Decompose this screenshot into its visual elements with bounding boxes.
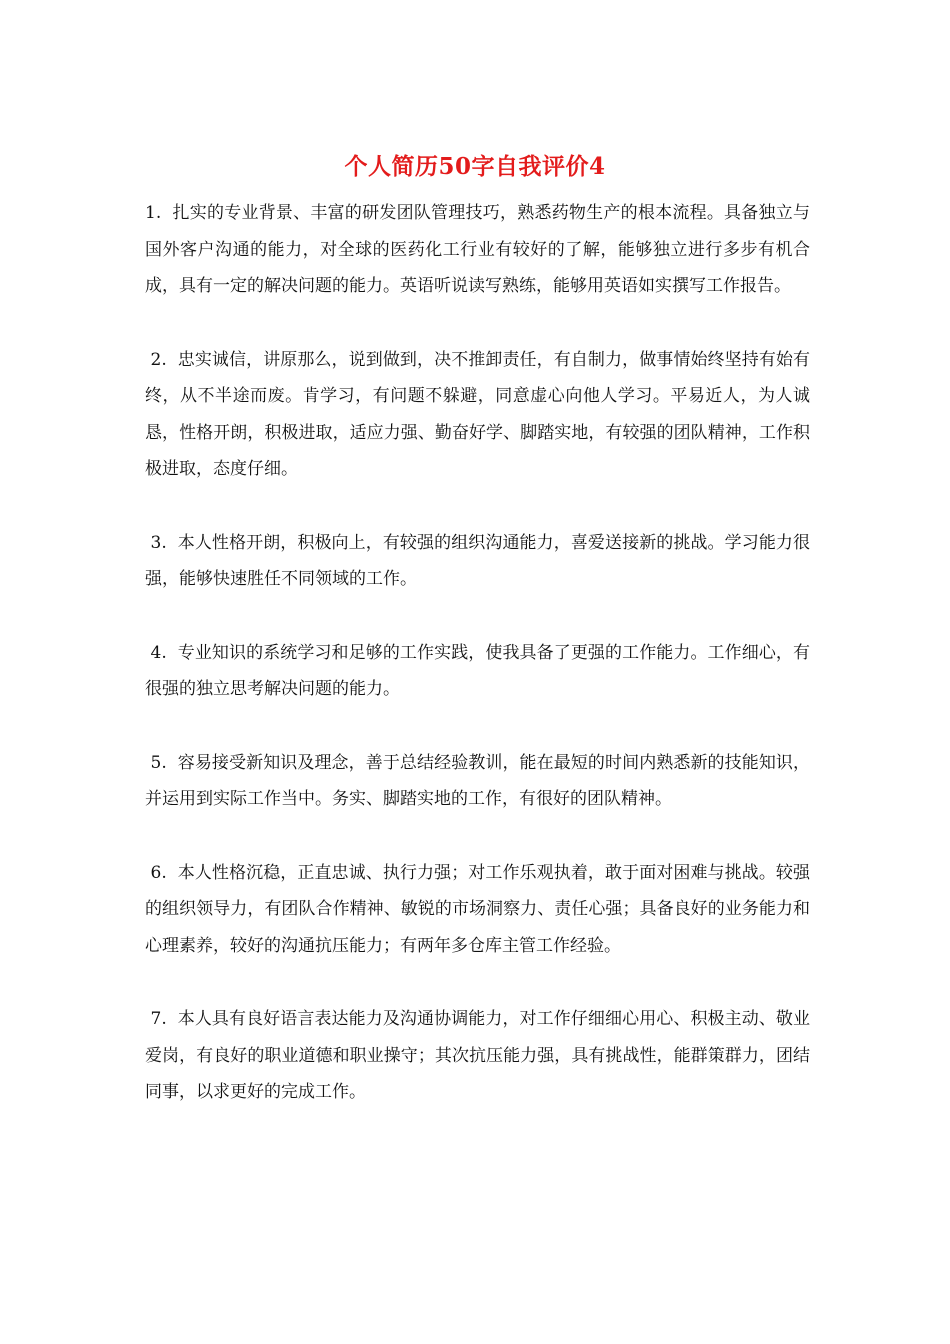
paragraph-text: 本人具有良好语言表达能力及沟通协调能力，对工作仔细细心用心、积极主动、敬业爱岗，有良好的职业道德和职业操守；其次抗压能力强，具有挑战性，能群策群力，团结同事，以求更好的完成工作。 — [145, 1009, 811, 1102]
paragraph-number: 3. — [150, 532, 167, 553]
paragraph-7 — [145, 1001, 810, 1111]
paragraph-6 — [145, 855, 810, 965]
paragraph-number: 7. — [150, 1009, 167, 1029]
paragraph-number: 1. — [145, 203, 162, 223]
paragraph-4 — [145, 635, 810, 708]
paragraph-text: 容易接受新知识及理念，善于总结经验教训，能在最短的时间内熟悉新的技能知识，并运用到实际工作当中。务实、脚踏实地的工作，有很好的团队精神。 — [145, 752, 811, 809]
paragraph-number: 4. — [150, 642, 167, 663]
paragraph-text: 本人性格沉稳，正直忠诚、执行力强；对工作乐观执着，敢于面对困难与挑战。较强的组织领导力，有团队合作精神、敏锐的市场洞察力、责任心强；具备良好的业务能力和心理素养，较好的沟通抗压能力；有两年多仓库主管工作经验。 — [145, 862, 811, 956]
paragraph-text: 本人性格开朗，积极向上，有较强的组织沟通能力，喜爱送接新的挑战。学习能力很强，能够快速胜任不同领域的工作。 — [145, 532, 811, 589]
document-body — [145, 195, 810, 1148]
paragraph-number: 6. — [150, 862, 167, 883]
paragraph-5 — [145, 745, 810, 818]
paragraph-text: 扎实的专业背景、丰富的研发团队管理技巧，熟悉药物生产的根本流程。具备独立与国外客户沟通的能力，对全球的医药化工行业有较好的了解，能够独立进行多步有机合成，具有一定的解决问题的能力。英语听说读写熟练，能够用英语如实撰写工作报告。 — [145, 203, 810, 296]
paragraph-1 — [145, 195, 810, 305]
document-title: 个人简历50字自我评价4 — [344, 153, 606, 180]
paragraph-3 — [145, 525, 810, 598]
paragraph-2 — [145, 342, 810, 488]
paragraph-number: 2. — [150, 349, 167, 370]
paragraph-text: 专业知识的系统学习和足够的工作实践，使我具备了更强的工作能力。工作细心，有很强的独立思考解决问题的能力。 — [145, 642, 811, 699]
paragraph-number: 5. — [150, 752, 167, 773]
paragraph-text: 忠实诚信，讲原那么，说到做到，决不推卸责任，有自制力，做事情始终坚持有始有终，从不半途而废。肯学习，有问题不躲避，同意虚心向他人学习。平易近人，为人诚恳，性格开朗，积极进取，适应力强、勤奋好学、脚踏实地，有较强的团队精神，工作积极进取，态度仔细。 — [145, 349, 811, 479]
